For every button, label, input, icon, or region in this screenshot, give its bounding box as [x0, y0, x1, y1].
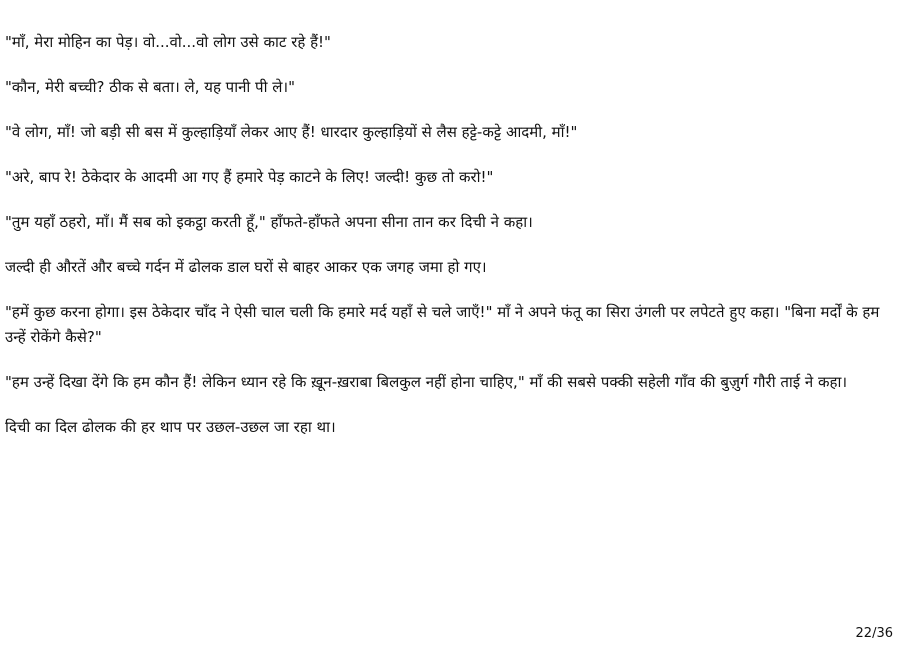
paragraph-1: "माँ, मेरा मोहिन का पेड़। वो...वो...वो लोग उसे काट रहे हैं!"	[5, 33, 331, 51]
paragraph-2: "कौन, मेरी बच्ची? ठीक से बता। ले, यह पानी पी ले।"	[5, 78, 295, 96]
paragraph-5: "तुम यहाँ ठहरो, माँ। मैं सब को इकट्ठा करती हूँ," हाँफते-हाँफते अपना सीना तान कर दिची ने कहा।	[5, 213, 533, 231]
story-text	[5, 30, 895, 460]
paragraph-6: जल्दी ही औरतें और बच्चे गर्दन में ढोलक डाल घरों से बाहर आकर एक जगह जमा हो गए।	[5, 258, 487, 276]
page-number: 22/36	[855, 626, 893, 641]
paragraph-7: "हमें कुछ करना होगा। इस ठेकेदार चाँद ने ऐसी चाल चली कि हमारे मर्द यहाँ से चले जाएँ!" माँ ने अपने फंतू का सिरा उंगली पर लपेटते हुए कहा। "बिना मर्दों के हम उन्हें रोकेंगे कैसे?"	[5, 303, 880, 346]
paragraph-8: "हम उन्हें दिखा देंगे कि हम कौन हैं! लेकिन ध्यान रहे कि ख़ून-ख़राबा बिलकुल नहीं होना चाहिए," माँ की सबसे पक्की सहेली गाँव की बुज़ुर्ग गौरी ताई ने कहा।	[5, 373, 848, 391]
paragraph-9: दिची का दिल ढोलक की हर थाप पर उछल-उछल जा रहा था।	[5, 418, 336, 436]
paragraph-4: "अरे, बाप रे! ठेकेदार के आदमी आ गए हैं हमारे पेड़ काटने के लिए! जल्दी! कुछ तो करो!"	[5, 168, 494, 186]
paragraph-3: "वे लोग, माँ! जो बड़ी सी बस में कुल्हाड़ियाँ लेकर आए हैं! धारदार कुल्हाड़ियों से लैस हट्टे-कट्टे आदमी, माँ!"	[5, 123, 578, 141]
